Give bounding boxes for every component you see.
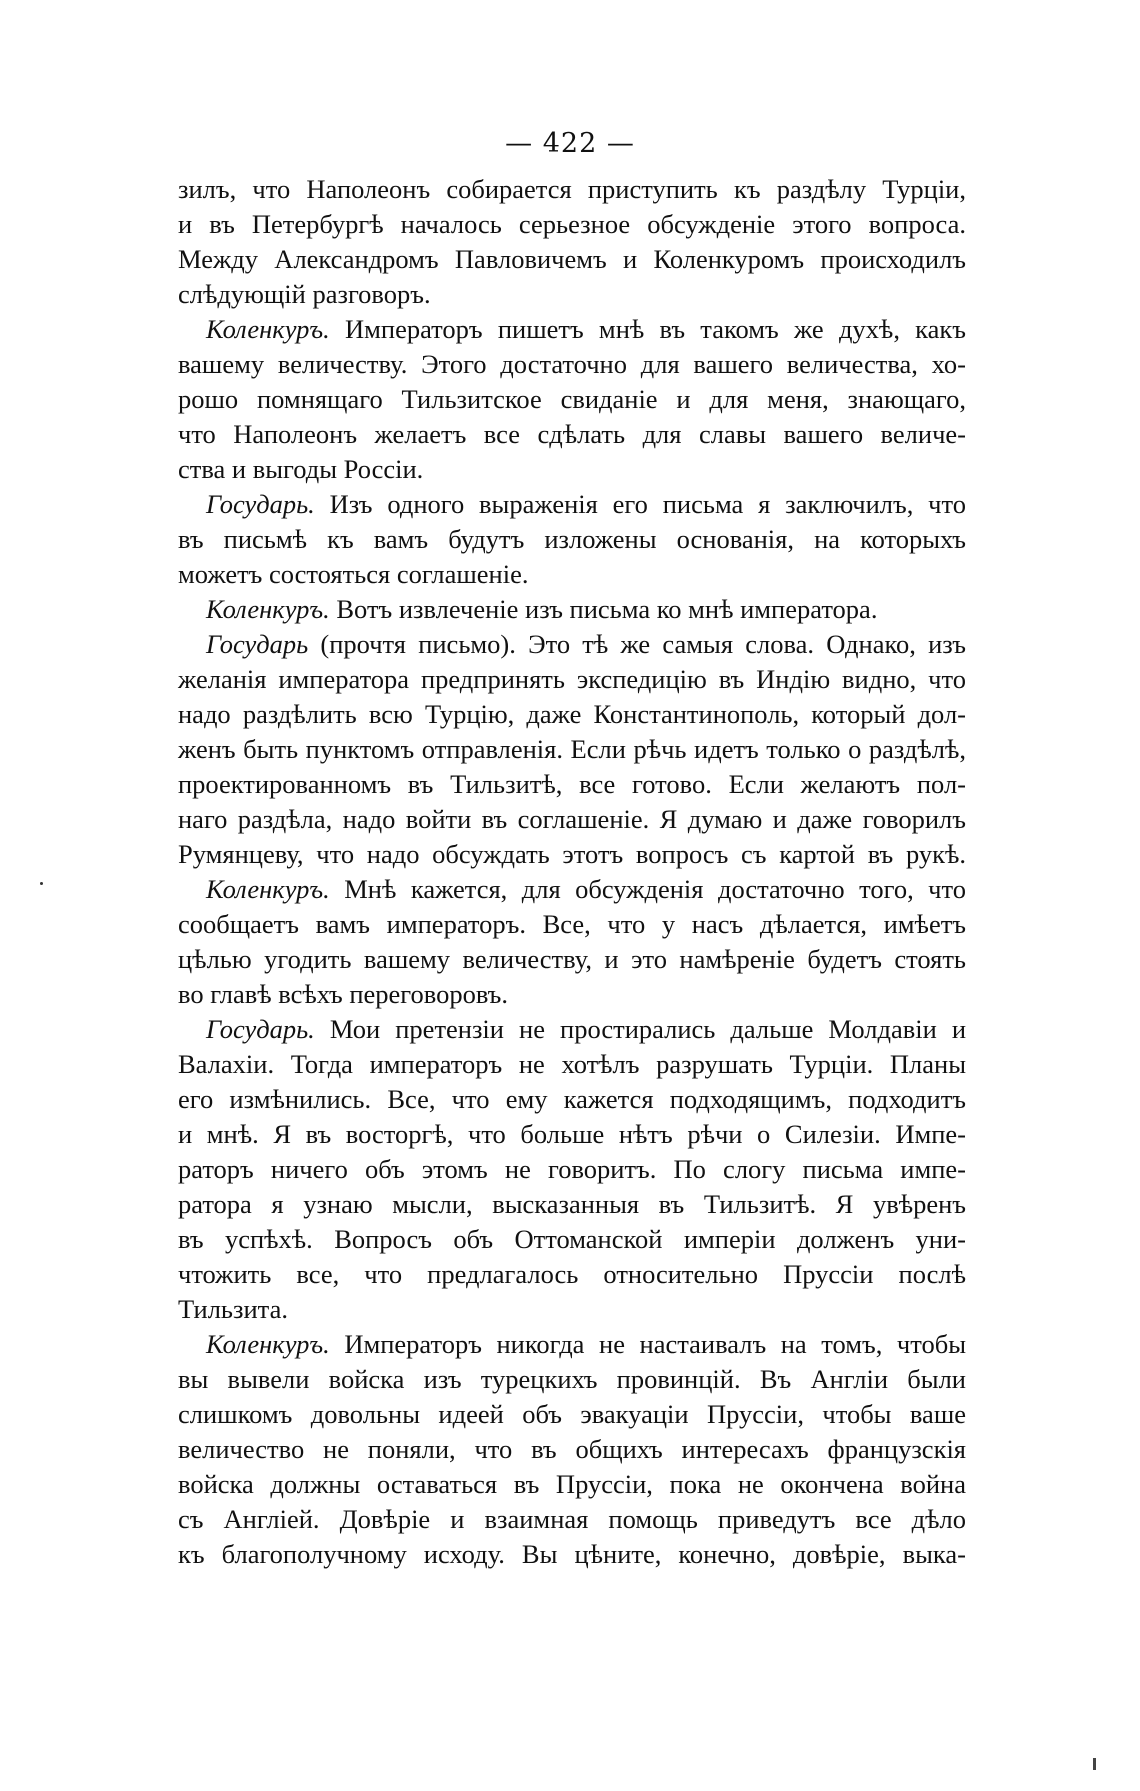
text-line: слишкомъ довольны идеей объ эвакуаціи Пруссіи, чтобы ваше: [178, 1399, 966, 1429]
page-body: [178, 172, 966, 1572]
text-line: слѣдующій разговоръ.: [178, 279, 431, 309]
text-line: въ письмѣ къ вамъ будутъ изложены основанія, на которыхъ: [178, 524, 966, 554]
text-line: Коленкуръ. Вотъ извлеченіе изъ письма ко мнѣ императора.: [206, 594, 878, 624]
text-line: надо раздѣлить всю Турцію, даже Константинополь, который дол-: [178, 699, 966, 729]
text-line: войска должны оставаться въ Пруссіи, пока не окончена война: [178, 1469, 966, 1499]
text-line: и мнѣ. Я въ восторгѣ, что больше нѣтъ рѣчи о Силезіи. Импе-: [178, 1119, 966, 1149]
text-line: Государь (прочтя письмо). Это тѣ же самыя слова. Однако, изъ: [206, 629, 966, 659]
text-line: во главѣ всѣхъ переговоровъ.: [178, 979, 508, 1009]
speaker-name: Государь: [206, 629, 309, 659]
text-line: Государь. Изъ одного выраженія его письма я заключилъ, что: [206, 489, 966, 519]
text-line: Коленкуръ. Императоръ никогда не настаивалъ на томъ, чтобы: [206, 1329, 966, 1359]
text-line: наго раздѣла, надо войти въ соглашеніе. Я думаю и даже говорилъ: [178, 804, 966, 834]
text-line: Тильзита.: [178, 1294, 288, 1324]
text-line: въ успѣхѣ. Вопросъ объ Оттоманской имперіи долженъ уни-: [178, 1224, 966, 1254]
text-line: съ Англіей. Довѣріе и взаимная помощь приведутъ все дѣло: [178, 1504, 966, 1534]
speaker-name: Государь.: [206, 1014, 315, 1044]
text-line: цѣлью угодить вашему величеству, и это намѣреніе будетъ стоять: [178, 944, 966, 974]
text-line: величество не поняли, что въ общихъ интересахъ французскія: [178, 1434, 966, 1464]
text-line: Коленкуръ. Императоръ пишетъ мнѣ въ такомъ же духѣ, какъ: [206, 314, 966, 344]
speaker-name: Коленкуръ.: [206, 594, 330, 624]
text-line: женъ быть пунктомъ отправленія. Если рѣчь идетъ только о раздѣлѣ,: [178, 734, 966, 764]
text-line: Между Александромъ Павловичемъ и Коленкуромъ происходилъ: [178, 244, 966, 274]
page-number: — 422 —: [505, 128, 635, 159]
text-line: Государь. Мои претензіи не простирались дальше Молдавіи и: [206, 1014, 966, 1044]
text-line: зилъ, что Наполеонъ собирается приступить къ раздѣлу Турціи,: [178, 174, 966, 204]
speaker-name: Коленкуръ.: [206, 874, 330, 904]
text-line: и въ Петербургѣ началось серьезное обсужденіе этого вопроса.: [178, 209, 966, 239]
text-line: Валахіи. Тогда императоръ не хотѣлъ разрушать Турціи. Планы: [178, 1049, 966, 1079]
text-line: что Наполеонъ желаетъ все сдѣлать для славы вашего величе-: [178, 419, 966, 449]
text-line: его измѣнились. Все, что ему кажется подходящимъ, подходитъ: [178, 1084, 966, 1114]
scan-mark: [1093, 1758, 1096, 1770]
text-line: Коленкуръ. Мнѣ кажется, для обсужденія достаточно того, что: [206, 874, 966, 904]
speaker-name: Государь.: [206, 489, 315, 519]
text-line: ратора я узнаю мысли, высказанныя въ Тильзитѣ. Я увѣренъ: [178, 1189, 966, 1219]
text-line: сообщаетъ вамъ императоръ. Все, что у насъ дѣлается, имѣетъ: [178, 909, 966, 939]
text-line: къ благополучному исходу. Вы цѣните, конечно, довѣріе, выка-: [178, 1539, 966, 1569]
text-line: желанія императора предпринять экспедицію въ Индію видно, что: [178, 664, 966, 694]
text-line: проектированномъ въ Тильзитѣ, все готово. Если желаютъ пол-: [178, 769, 966, 799]
text-line: можетъ состояться соглашеніе.: [178, 559, 529, 589]
scan-speck: [40, 882, 43, 885]
text-line: вашему величеству. Этого достаточно для вашего величества, хо-: [178, 349, 966, 379]
text-line: вы вывели войска изъ турецкихъ провинцій. Въ Англіи были: [178, 1364, 966, 1394]
text-line: раторъ ничего объ этомъ не говоритъ. По слогу письма импе-: [178, 1154, 966, 1184]
speaker-name: Коленкуръ.: [206, 314, 330, 344]
text-line: Румянцеву, что надо обсуждать этотъ вопросъ съ картой въ рукѣ.: [178, 839, 966, 869]
speaker-name: Коленкуръ.: [206, 1329, 330, 1359]
text-line: чтожить все, что предлагалось относительно Пруссіи послѣ: [178, 1259, 966, 1289]
text-line: рошо помнящаго Тильзитское свиданіе и для меня, знающаго,: [178, 384, 966, 414]
text-line: ства и выгоды Россіи.: [178, 454, 424, 484]
